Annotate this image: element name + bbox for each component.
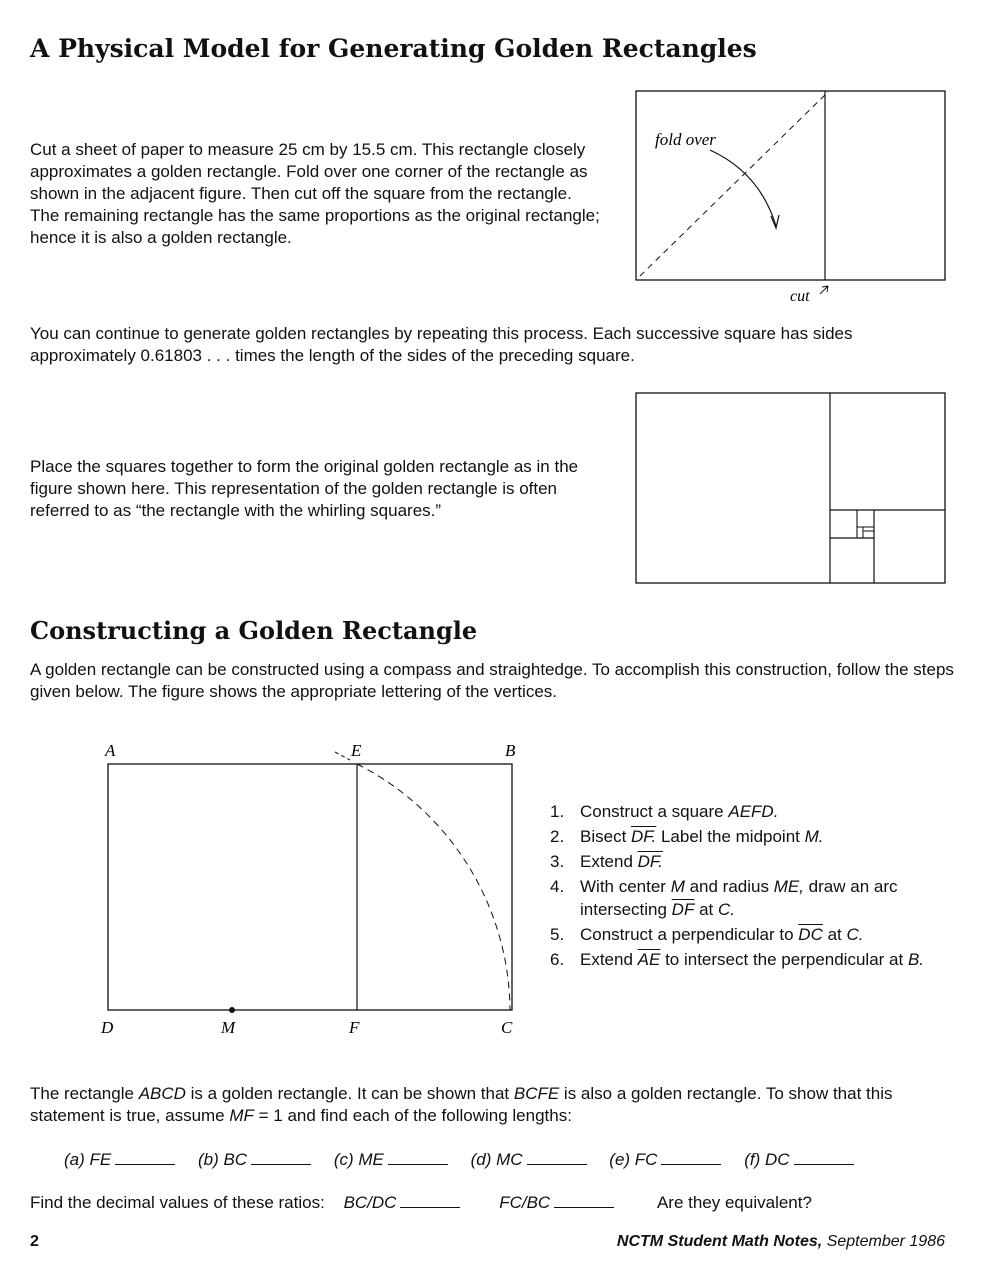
figure-fold-over [630,88,960,310]
step-4: 4. With center M and radius ME, draw an arc intersecting $\overline{DF}$ at C. [550,877,898,919]
paragraph-cut-sheet: Cut a sheet of paper to measure 25 cm by 15.5 cm. This rectangle closely approximates a golden rectangle. Fold over one corner of the rectangle as shown in the adjacent figure. Then cut off the square from the rectangle. The remaining rectangle has the same proportions as the original rectangle; hence it is also a golden rectangle. [30,140,600,247]
length-f: (f) DC [744,1150,853,1169]
lengths-answer-row [64,1150,964,1170]
figure-whirling-squares [630,390,950,588]
length-d: (d) MC [471,1150,587,1169]
length-c: (c) ME [334,1150,448,1169]
paragraph-rectangle-abcd: The rectangle ABCD is a golden rectangle. It can be shown that BCFE is also a golden rectangle. To show that this statement is true, assume MF = 1 and find each of the following lengths: [30,1084,893,1125]
step-3: 3. Extend DF. [550,852,663,871]
length-a: (a) FE [64,1150,175,1169]
vertex-d: D [101,1018,114,1037]
construction-steps [550,800,950,973]
answer-blank-bc[interactable] [251,1150,311,1165]
fig1-label-fold: fold over [655,130,716,149]
section-title-constructing: Constructing a Golden Rectangle [30,616,478,645]
vertex-b: B [505,741,516,760]
answer-blank-dc[interactable] [794,1150,854,1165]
paragraph-whirling-squares: Place the squares together to form the original golden rectangle as in the figure shown here. This representation of the golden rectangle is often referred to as “the rectangle with the whirling squares.” [30,457,579,520]
answer-blank-me[interactable] [388,1150,448,1165]
section-title-physical-model: A Physical Model for Generating Golden Rectangles [30,34,757,63]
answer-blank-fe[interactable] [115,1150,175,1165]
ratios-prompt: Find the decimal values of these ratios: [30,1193,325,1212]
answer-blank-mc[interactable] [527,1150,587,1165]
footer-source: NCTM Student Math Notes, September 1986 [616,1233,945,1250]
length-e: (e) FC [609,1150,721,1169]
answer-blank-ratio2[interactable] [554,1193,614,1208]
step-6: 6. Extend $\overline{AE}$ to intersect the perpendicular at B. [550,950,924,969]
vertex-m: M [221,1018,236,1037]
ratio-fc-bc: FC/BC [499,1193,551,1212]
step-5: 5. Construct a perpendicular to $\overline{DC}$ at C. [550,925,864,944]
fig1-label-cut: cut [790,288,810,305]
vertex-e: E [351,741,362,760]
paragraph-continue-generate: You can continue to generate golden rectangles by repeating this process. Each successive square has sides approximately 0.61803 . . . times the length of the sides of the preceding square. [30,324,853,365]
ratios-row [30,1193,960,1213]
vertex-a: A [105,741,116,760]
vertex-f: F [349,1018,360,1037]
equivalent-question: Are they equivalent? [656,1193,812,1212]
page-number: 2 [30,1233,39,1250]
figure-construction [95,738,535,1042]
vertex-c: C [501,1018,513,1037]
answer-blank-fc[interactable] [661,1150,721,1165]
step-1: 1. Construct a square AEFD. [550,802,779,821]
ratio-bc-dc: BC/DC [343,1193,397,1212]
paragraph-construct-intro: A golden rectangle can be constructed using a compass and straightedge. To accomplish this construction, follow the steps given below. The figure shows the appropriate lettering of the vertices. [30,660,954,701]
answer-blank-ratio1[interactable] [400,1193,460,1208]
length-b: (b) BC [198,1150,311,1169]
step-2: 2. Bisect DF. Label the midpoint M. [550,827,824,846]
